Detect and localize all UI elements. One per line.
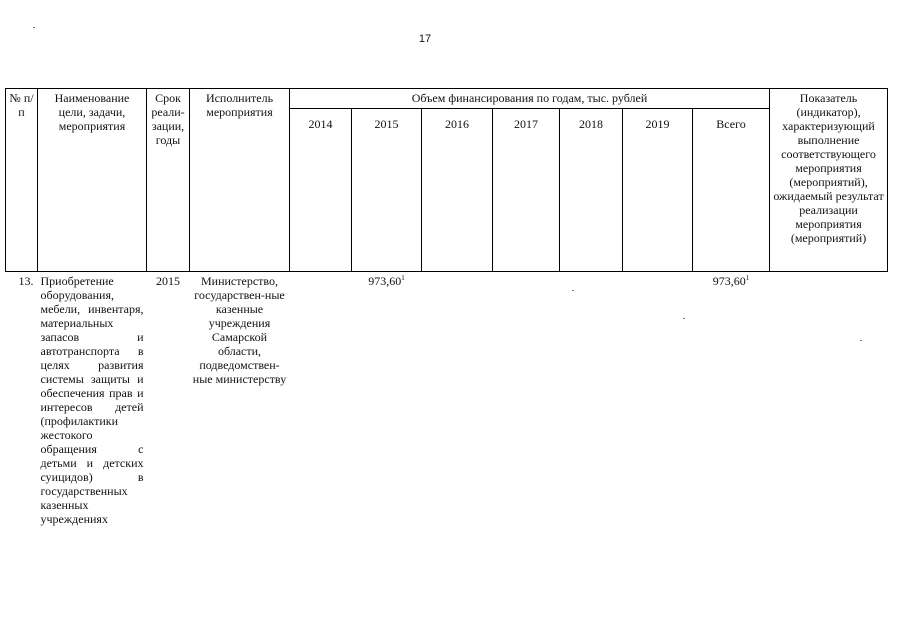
header-name: Наименование цели, задачи, мероприятия [38, 89, 147, 272]
table-row [6, 272, 888, 529]
row-value-2014 [290, 272, 352, 529]
header-total: Всего [693, 109, 770, 272]
header-term: Срок реали-зации, годы [147, 89, 190, 272]
header-row [6, 89, 888, 109]
header-year-2016: 2016 [422, 109, 493, 272]
scan-speck [33, 27, 35, 28]
row-value-2017 [493, 272, 560, 529]
financing-table [5, 88, 888, 528]
total-footnote: 1 [745, 274, 750, 282]
row-value-2018 [560, 272, 623, 529]
row-total [693, 272, 770, 529]
header-year-2014: 2014 [290, 109, 352, 272]
row-executor: Министерство, государствен-ные казенные учреждения Самарской области, подведомствен-ные министерству [192, 274, 287, 386]
header-indicator: Показатель (индикатор), характеризующий выполнение соответствующего мероприятия (мероприятий), ожидаемый результат реализации мероприятия (мероприятий) [770, 89, 888, 272]
row-value-2019 [623, 272, 693, 529]
header-year-2015: 2015 [352, 109, 422, 272]
row-name: Приобретение оборудования, мебели, инвентаря, материальных запасов и автотранспорта в целях развития системы защиты и обеспечения прав и интересов детей (профилактики жестокого обращения с детьми и детских суицидов) в государственных казенных учреждениях [40, 274, 144, 526]
header-year-2017: 2017 [493, 109, 560, 272]
value-2015-footnote: 1 [401, 274, 405, 282]
row-value-2015 [352, 272, 422, 529]
row-indicator [770, 272, 888, 529]
total-amount: 973,60 [712, 274, 746, 288]
header-year-2019: 2019 [623, 109, 693, 272]
header-executor: Исполнитель мероприятия [190, 89, 290, 272]
row-term: 2015 [156, 274, 180, 288]
header-funding: Объем финансирования по годам, тыс. рублей [290, 89, 770, 109]
row-value-2016 [422, 272, 493, 529]
header-year-2018: 2018 [560, 109, 623, 272]
row-num: 13. [18, 274, 34, 288]
header-num: № п/п [6, 89, 38, 272]
value-2015-amount: 973,60 [368, 274, 402, 288]
page-number: 17 [418, 33, 432, 45]
